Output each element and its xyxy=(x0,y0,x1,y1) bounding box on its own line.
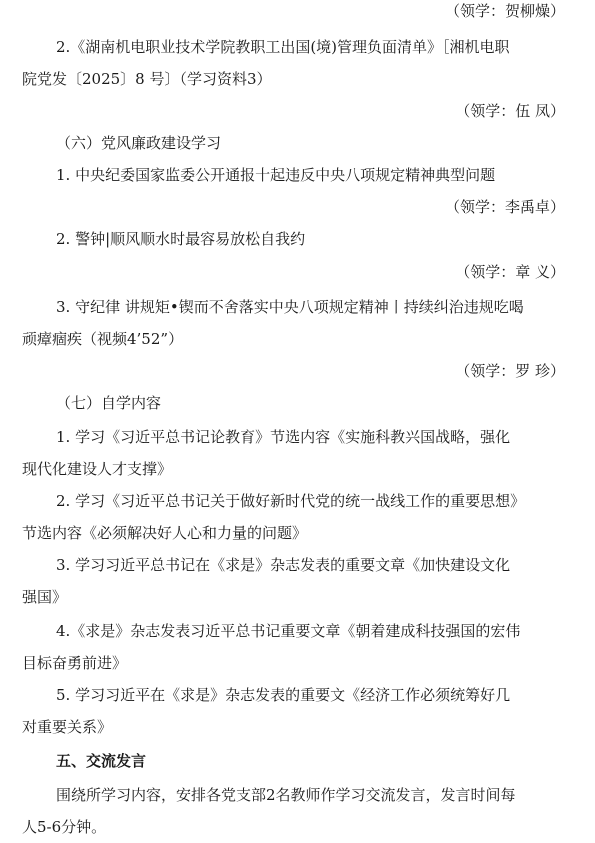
list-item: 1. 中央纪委国家监委公开通报十起违反中央八项规定精神典型问题 xyxy=(56,166,496,184)
list-item: 2. 学习《习近平总书记关于做好新时代党的统一战线工作的重要思想》 xyxy=(56,492,526,510)
list-item-continuation: 院党发〔2025〕8 号〕（学习资料3） xyxy=(22,70,272,88)
list-item: 5. 学习习近平在《求是》杂志发表的重要文《经济工作必须统筹好几 xyxy=(56,686,511,704)
list-item: 1. 学习《习近平总书记论教育》节选内容《实施科教兴国战略，强化 xyxy=(56,428,511,446)
lead-reader-line: （领学：李禹卓） xyxy=(444,198,565,216)
lead-reader-line: （领学：贺柳燥） xyxy=(444,2,565,20)
list-item-continuation: 强国》 xyxy=(22,588,68,606)
list-item-continuation: 节选内容《必须解决好人心和力量的问题》 xyxy=(22,524,308,542)
lead-reader-line: （领学：罗 珍） xyxy=(455,362,565,380)
list-item: 2.《湖南机电职业技术学院教职工出国(境)管理负面清单》［湘机电职 xyxy=(56,38,510,56)
list-item: 4.《求是》杂志发表习近平总书记重要文章《朝着建成科技强国的宏伟 xyxy=(56,622,521,640)
list-item: 3. 学习习近平总书记在《求是》杂志发表的重要文章《加快建设文化 xyxy=(56,556,511,574)
paragraph-line: 人5-6分钟。 xyxy=(22,818,107,836)
paragraph-line: 围绕所学习内容，安排各党支部2名教师作学习交流发言，发言时间每 xyxy=(56,786,516,804)
lead-reader-line: （领学：章 义） xyxy=(455,263,565,281)
section-heading: 五、交流发言 xyxy=(56,752,147,770)
list-item-continuation: 现代化建设人才支撑》 xyxy=(22,460,173,478)
lead-reader-line: （领学：伍 凤） xyxy=(455,102,565,120)
list-item-continuation: 顽瘴痼疾（视频4’52”） xyxy=(22,330,184,348)
list-item: 3. 守纪律 讲规矩•锲而不舍落实中央八项规定精神丨持续纠治违规吃喝 xyxy=(56,298,524,316)
list-item-continuation: 目标奋勇前进》 xyxy=(22,654,128,672)
list-item: 2. 警钟|顺风顺水时最容易放松自我约 xyxy=(56,230,306,248)
section-heading: （七）自学内容 xyxy=(56,394,162,412)
list-item-continuation: 对重要关系》 xyxy=(22,718,113,736)
section-heading: （六）党风廉政建设学习 xyxy=(56,134,222,152)
